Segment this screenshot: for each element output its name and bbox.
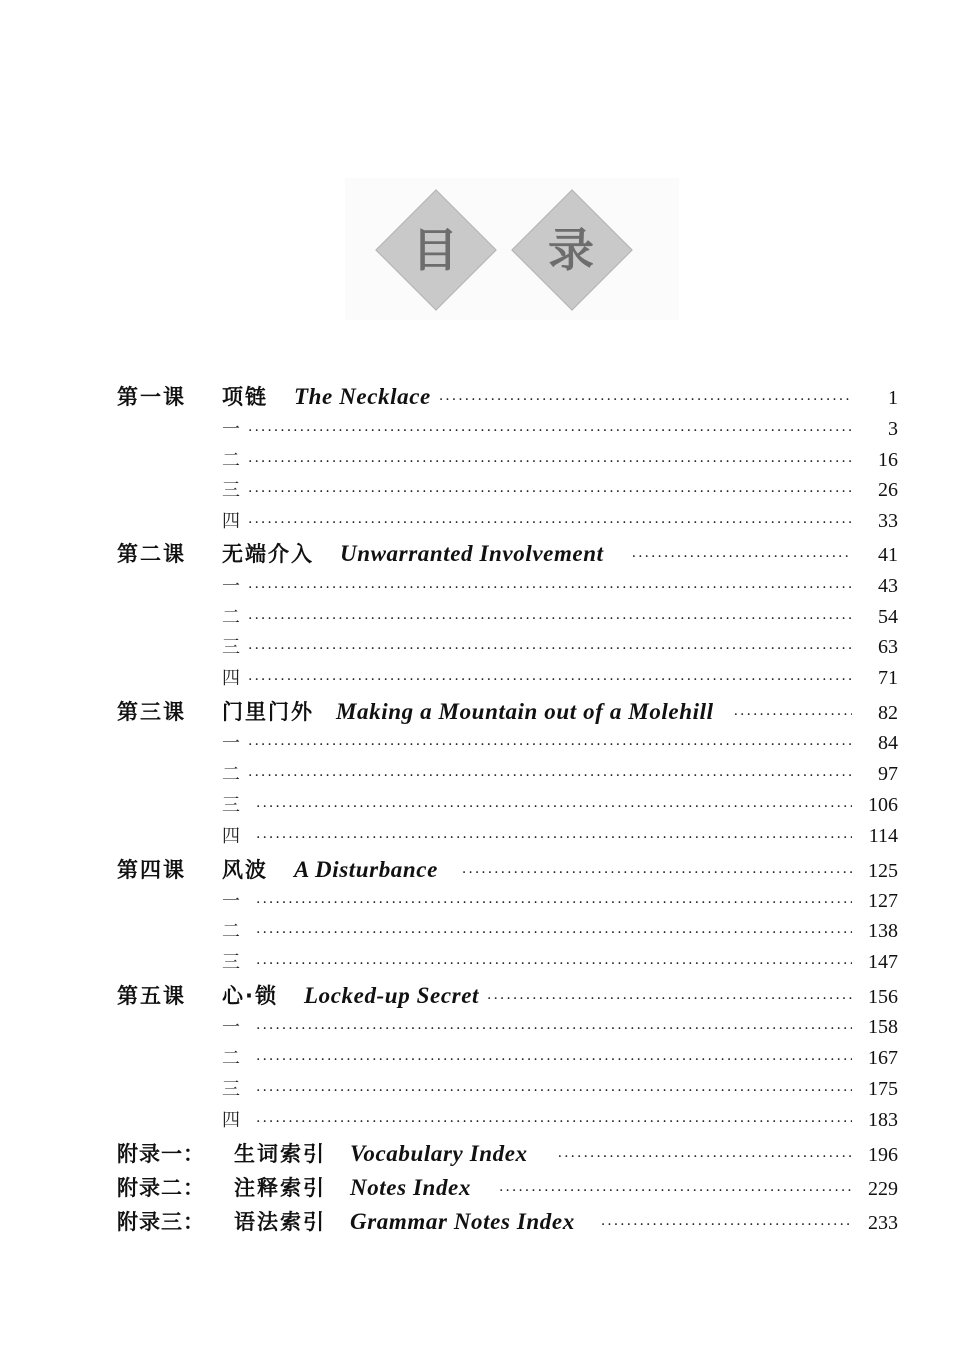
toc-lesson-4[interactable]: [0, 854, 960, 884]
section-number: 三: [222, 480, 240, 501]
appendix-label: 附录三：: [117, 1210, 205, 1234]
toc-section[interactable]: [0, 507, 960, 537]
page-number: 41: [878, 544, 898, 566]
page-number: 54: [878, 606, 898, 628]
dot-leader: [256, 925, 852, 941]
section-number: 二: [222, 607, 240, 628]
section-number: 二: [222, 1048, 240, 1069]
dot-leader: [256, 1114, 852, 1130]
section-number: 一: [222, 576, 240, 597]
toc-section[interactable]: [0, 1044, 960, 1074]
lesson-label: 第一课: [117, 385, 186, 409]
dot-leader: [558, 1149, 852, 1165]
page-number: 229: [868, 1178, 898, 1200]
title-char-mu: 目: [412, 223, 458, 277]
lesson-label: 第三课: [117, 700, 186, 724]
dot-leader: [248, 672, 852, 688]
appendix-title-zh: 生词索引: [234, 1142, 326, 1166]
lesson-title-en: The Necklace: [294, 384, 431, 409]
page-number: 43: [878, 575, 898, 597]
section-number: 二: [222, 450, 240, 471]
dot-leader: [256, 1052, 852, 1068]
section-number: 一: [222, 419, 240, 440]
appendix-label: 附录一：: [117, 1142, 205, 1166]
dot-leader: [439, 392, 852, 408]
page-number: 196: [868, 1144, 898, 1166]
page-number: 138: [868, 920, 898, 942]
section-number: 四: [222, 511, 240, 532]
toc-section[interactable]: [0, 664, 960, 694]
dot-leader: [248, 641, 852, 657]
page-number: 156: [868, 986, 898, 1008]
toc-section[interactable]: [0, 917, 960, 947]
page-number: 114: [868, 825, 898, 847]
toc-section[interactable]: [0, 1013, 960, 1043]
lesson-title-zh: 风波: [222, 858, 268, 882]
toc-section[interactable]: [0, 415, 960, 445]
page-number: 1: [888, 387, 898, 409]
section-number: 一: [222, 1017, 240, 1038]
appendix-title-en: Notes Index: [350, 1175, 471, 1200]
dot-leader: [256, 1083, 852, 1099]
section-number: 四: [222, 1110, 240, 1131]
appendix-title-zh: 语法索引: [234, 1210, 326, 1234]
appendix-title-zh: 注释索引: [234, 1176, 326, 1200]
section-number: 三: [222, 637, 240, 658]
page-number: 16: [878, 449, 898, 471]
page-number: 175: [868, 1078, 898, 1100]
dot-leader: [256, 830, 852, 846]
page-number: 63: [878, 636, 898, 658]
section-number: 二: [222, 764, 240, 785]
toc-appendix-2[interactable]: [0, 1172, 960, 1202]
lesson-title-zh: 心·锁: [222, 984, 278, 1008]
page-number: 233: [868, 1212, 898, 1234]
page-number: 26: [878, 479, 898, 501]
dot-leader: [248, 454, 852, 470]
section-number: 四: [222, 668, 240, 689]
dot-leader: [256, 799, 852, 815]
toc-section[interactable]: [0, 729, 960, 759]
page-number: 97: [878, 763, 898, 785]
dot-leader: [248, 611, 852, 627]
lesson-label: 第四课: [117, 858, 186, 882]
toc-section[interactable]: [0, 572, 960, 602]
dot-leader: [248, 484, 852, 500]
lesson-label: 第二课: [117, 542, 186, 566]
dot-leader: [462, 865, 852, 881]
lesson-label: 第五课: [117, 984, 186, 1008]
toc-lesson-1[interactable]: [0, 381, 960, 411]
dot-leader: [248, 768, 852, 784]
section-number: 四: [222, 826, 240, 847]
toc-section[interactable]: [0, 1075, 960, 1105]
section-number: 三: [222, 952, 240, 973]
toc-title-banner: [345, 178, 679, 320]
toc-section[interactable]: [0, 476, 960, 506]
dot-leader: [248, 737, 852, 753]
dot-leader: [248, 515, 852, 531]
toc-appendix-1[interactable]: [0, 1138, 960, 1168]
page-number: 167: [868, 1047, 898, 1069]
toc-section[interactable]: [0, 603, 960, 633]
page-number: 183: [868, 1109, 898, 1131]
page-number: 127: [868, 890, 898, 912]
dot-leader: [256, 1021, 852, 1037]
page-number: 3: [888, 418, 898, 440]
toc-lesson-3[interactable]: [0, 696, 960, 726]
page-number: 106: [868, 794, 898, 816]
section-number: 一: [222, 733, 240, 754]
dot-leader: [248, 580, 852, 596]
section-number: 一: [222, 891, 240, 912]
title-char-lu: 录: [548, 223, 594, 277]
toc-section[interactable]: [0, 446, 960, 476]
dot-leader: [487, 991, 852, 1007]
page-number: 158: [868, 1016, 898, 1038]
page-number: 125: [868, 860, 898, 882]
lesson-title-zh: 门里门外: [222, 700, 314, 724]
appendix-label: 附录二：: [117, 1176, 205, 1200]
lesson-title-en: Unwarranted Involvement: [340, 541, 604, 566]
dot-leader: [256, 895, 852, 911]
dot-leader: [601, 1217, 852, 1233]
toc-section[interactable]: [0, 633, 960, 663]
lesson-title-zh: 项链: [222, 385, 268, 409]
toc-section[interactable]: [0, 1106, 960, 1136]
toc-section[interactable]: [0, 887, 960, 917]
lesson-title-zh: 无端介入: [222, 542, 314, 566]
toc-section[interactable]: [0, 760, 960, 790]
toc-lesson-5[interactable]: [0, 980, 960, 1010]
dot-leader: [734, 707, 852, 723]
appendix-title-en: Grammar Notes Index: [350, 1209, 575, 1234]
section-number: 三: [222, 795, 240, 816]
toc-section[interactable]: [0, 791, 960, 821]
section-number: 三: [222, 1079, 240, 1100]
toc-section[interactable]: [0, 948, 960, 978]
section-number: 二: [222, 921, 240, 942]
page-number: 33: [878, 510, 898, 532]
lesson-title-en: Locked-up Secret: [303, 983, 480, 1008]
dot-leader: [632, 549, 852, 565]
page-number: 147: [868, 951, 898, 973]
page-number: 84: [878, 732, 898, 754]
toc-lesson-2[interactable]: [0, 538, 960, 568]
page-number: 82: [878, 702, 898, 724]
toc-section[interactable]: [0, 822, 960, 852]
toc-appendix-3[interactable]: [0, 1206, 960, 1236]
lesson-title-en: Making a Mountain out of a Molehill: [336, 699, 714, 724]
dot-leader: [248, 423, 852, 439]
dot-leader: [499, 1183, 852, 1199]
dot-leader: [256, 956, 852, 972]
lesson-title-en: A Disturbance: [294, 857, 438, 882]
appendix-title-en: Vocabulary Index: [350, 1141, 528, 1166]
page-number: 71: [878, 667, 898, 689]
